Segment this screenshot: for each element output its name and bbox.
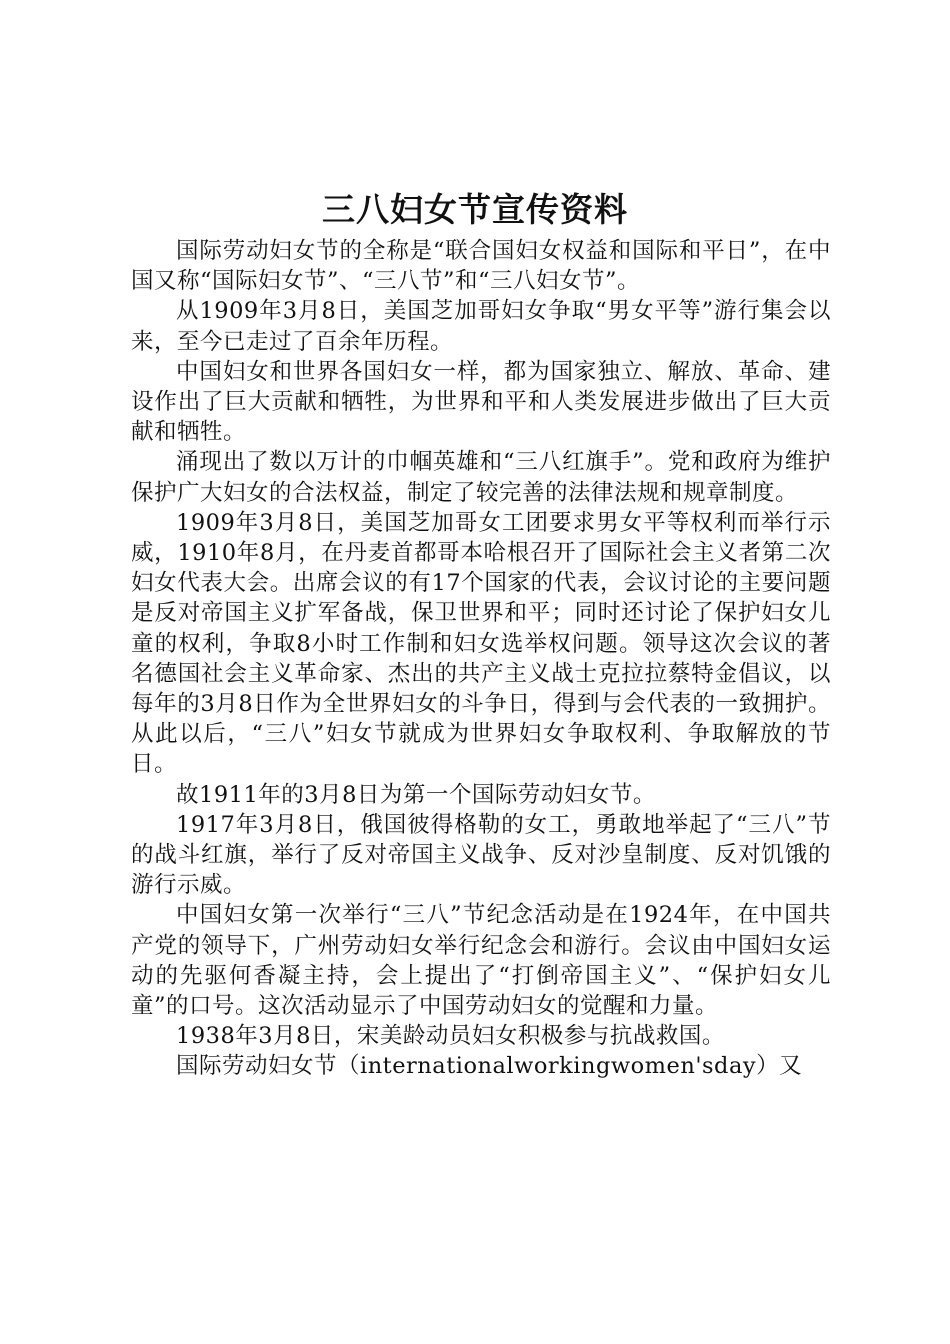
paragraph-5: 1909年3月8日，美国芝加哥女工团要求男女平等权利而举行示威，1910年8月，在丹麦首都哥本哈根召开了国际社会主义者第二次妇女代表大会。出席会议的有17个国家的代表，会议讨论的主要问题是反对帝国主义扩军备战，保卫世界和平；同时还讨论了保护妇女儿童的权利，争取8小时工作制和妇女选举权问题。领导这次会议的著名德国社会主义革命家、杰出的共产主义战士克拉拉蔡特金倡议，以每年的3月8日作为全世界妇女的斗争日，得到与会代表的一致拥护。从此以后，“三八”妇女节就成为世界妇女争取权利、争取解放的节日。 bbox=[131, 509, 831, 778]
paragraph-2: 从1909年3月8日，美国芝加哥妇女争取“男女平等”游行集会以来，至今已走过了百余年历程。 bbox=[131, 298, 831, 355]
paragraph-1: 国际劳动妇女节的全称是“联合国妇女权益和国际和平日”，在中国又称“国际妇女节”、“三八节”和“三八妇女节”。 bbox=[131, 238, 831, 295]
paragraph-9: 1938年3月8日，宋美龄动员妇女积极参与抗战救国。 bbox=[176, 1023, 725, 1050]
document-title: 三八妇女节宣传资料 bbox=[322, 190, 628, 229]
paragraph-6: 故1911年的3月8日为第一个国际劳动妇女节。 bbox=[176, 781, 656, 808]
paragraph-7: 1917年3月8日，俄国彼得格勒的女工，勇敢地举起了“三八”节的战斗红旗，举行了反对帝国主义战争、反对沙皇制度、反对饥饿的游行示威。 bbox=[131, 811, 831, 899]
document-body bbox=[131, 236, 831, 1082]
paragraph-10: 国际劳动妇女节（internationalworkingwomen'sday）又 bbox=[176, 1053, 803, 1080]
paragraph-8: 中国妇女第一次举行“三八”节纪念活动是在1924年，在中国共产党的领导下，广州劳动妇女举行纪念会和游行。会议由中国妇女运动的先驱何香凝主持，会上提出了“打倒帝国主义”、“保护妇女儿童”的口号。这次活动显示了中国劳动妇女的觉醒和力量。 bbox=[131, 902, 831, 1020]
paragraph-4: 涌现出了数以万计的巾帼英雄和“三八红旗手”。党和政府为维护保护广大妇女的合法权益，制定了较完善的法律法规和规章制度。 bbox=[131, 449, 831, 506]
paragraph-3: 中国妇女和世界各国妇女一样，都为国家独立、解放、革命、建设作出了巨大贡献和牺牲，为世界和平和人类发展进步做出了巨大贡献和牺牲。 bbox=[131, 358, 831, 446]
